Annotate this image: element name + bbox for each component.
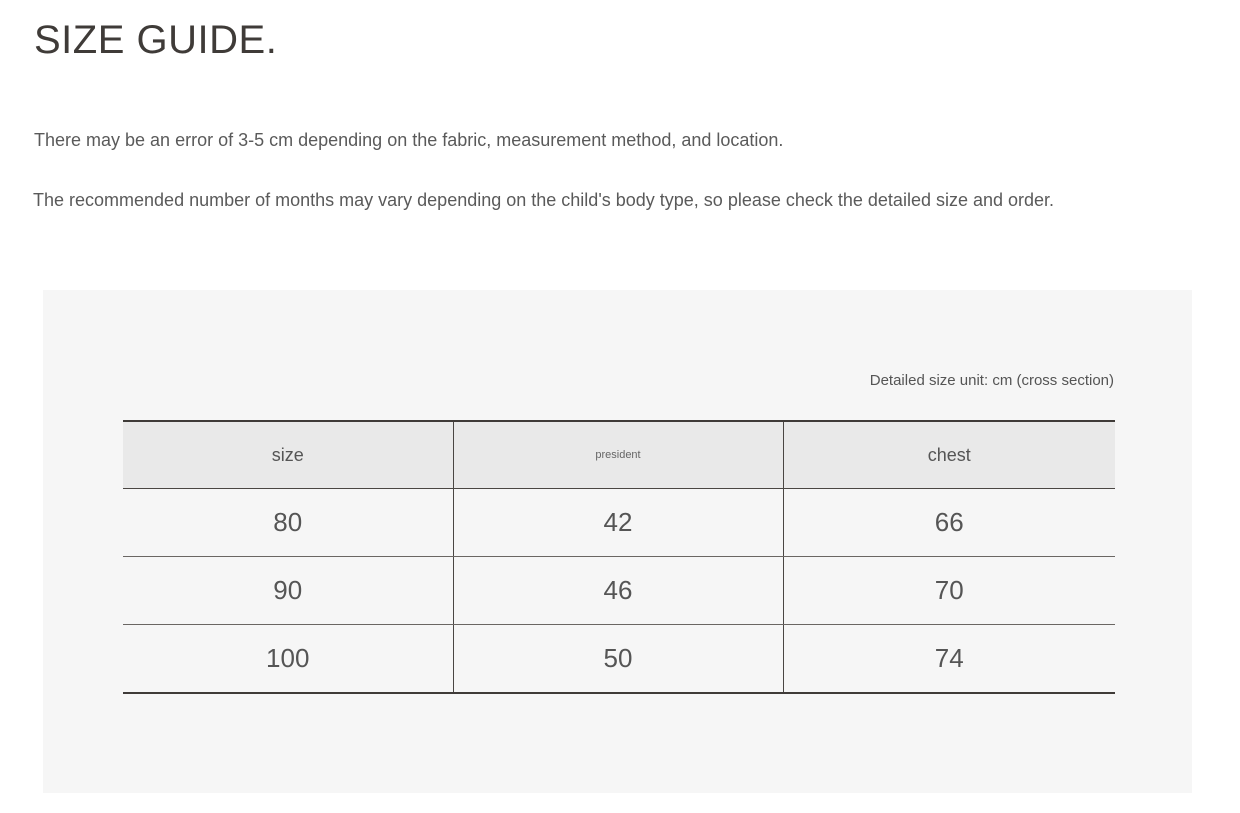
table-row — [123, 557, 1115, 625]
header-president: president — [453, 421, 783, 489]
fabric-error-note: There may be an error of 3-5 cm depending on the fabric, measurement method, and location. — [34, 130, 784, 150]
cell-chest: 66 — [783, 489, 1115, 557]
cell-chest: 74 — [783, 625, 1115, 694]
size-table — [123, 420, 1115, 694]
table-row — [123, 625, 1115, 694]
page-title: SIZE GUIDE. — [34, 18, 278, 62]
cell-size: 90 — [123, 557, 453, 625]
table-row — [123, 489, 1115, 557]
size-chart-panel — [43, 290, 1192, 793]
cell-chest: 70 — [783, 557, 1115, 625]
header-size: size — [123, 421, 453, 489]
body-type-note: The recommended number of months may vary depending on the child's body type, so please check the detailed size and order. — [33, 190, 1055, 210]
cell-size: 100 — [123, 625, 453, 694]
cell-size: 80 — [123, 489, 453, 557]
cell-president: 42 — [453, 489, 783, 557]
table-header-row — [123, 421, 1115, 489]
unit-note: Detailed size unit: cm (cross section) — [869, 372, 1114, 389]
cell-president: 46 — [453, 557, 783, 625]
cell-president: 50 — [453, 625, 783, 694]
header-chest: chest — [783, 421, 1115, 489]
